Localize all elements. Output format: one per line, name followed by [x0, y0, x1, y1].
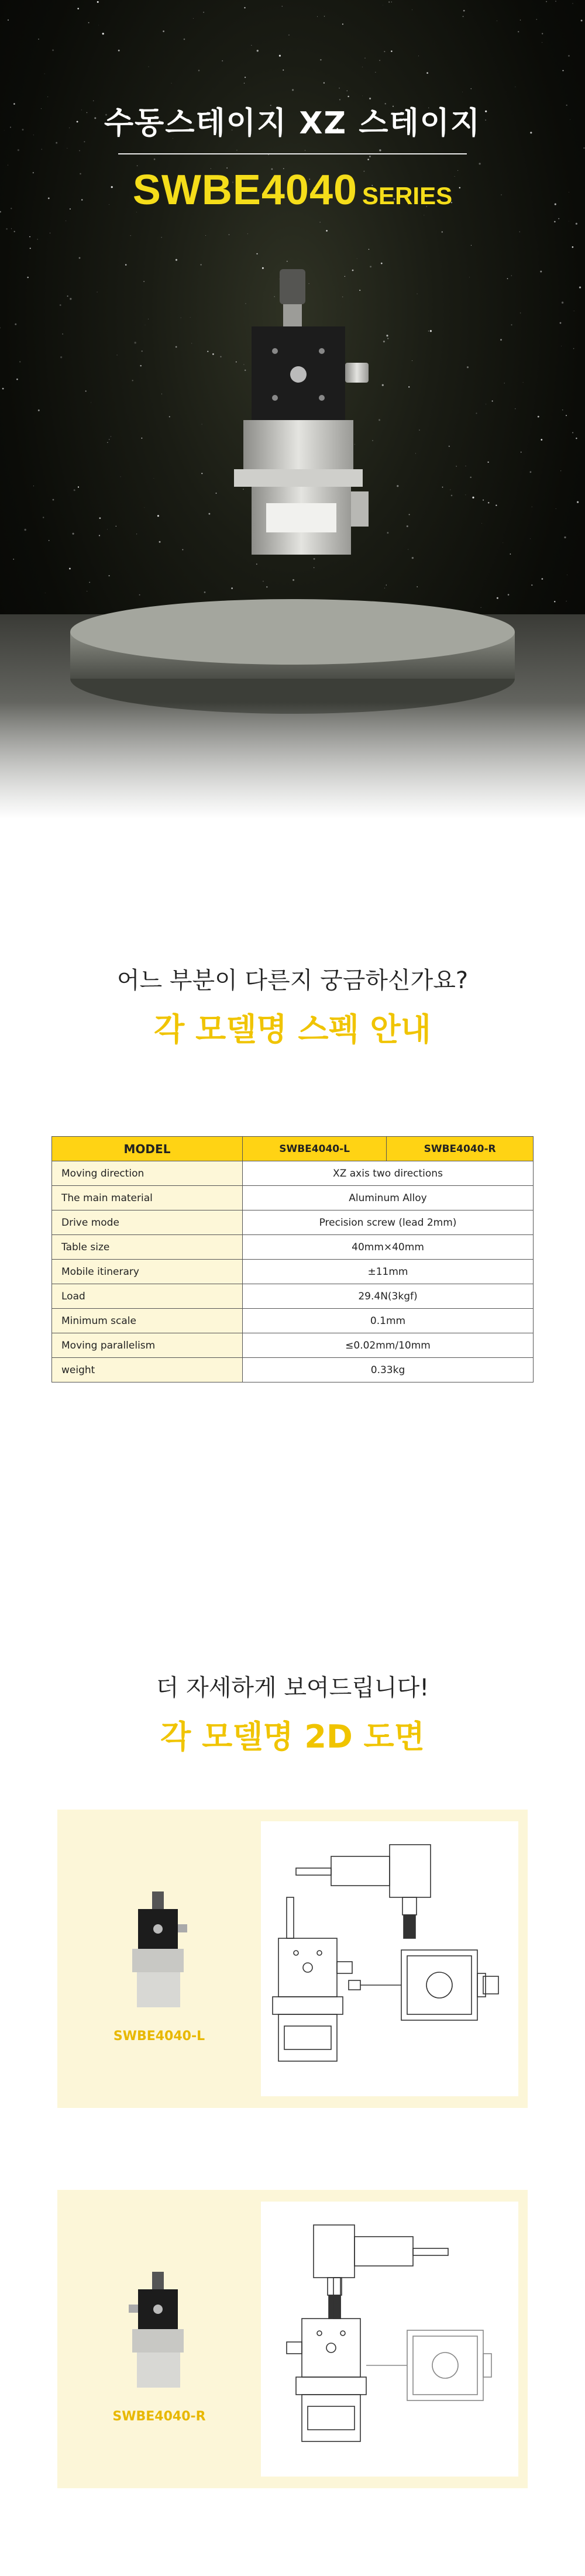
star: [30, 247, 31, 249]
star: [205, 235, 206, 236]
star: [283, 70, 284, 71]
row-value: 0.1mm: [243, 1309, 534, 1333]
star: [518, 31, 519, 32]
star: [245, 77, 246, 78]
spec-section-question: 어느 부분이 다른지 궁금하신가요?: [116, 967, 469, 994]
table-row: [52, 1235, 534, 1260]
star: [229, 234, 230, 235]
drawing-panel-label: SWBE4040-R: [112, 2409, 206, 2424]
star: [292, 89, 294, 91]
table-row: [52, 1284, 534, 1309]
drawing-area-l: [261, 1821, 518, 2096]
star: [29, 236, 30, 238]
star: [198, 70, 200, 71]
star: [379, 149, 381, 151]
star: [251, 45, 252, 46]
spec-header-col2: SWBE4040-R: [387, 1137, 534, 1161]
star: [193, 18, 194, 19]
star: [163, 30, 164, 32]
table-row: [52, 1260, 534, 1284]
table-row: [52, 1210, 534, 1235]
drawing-section-title: 각 모델명 2D 도면: [160, 1718, 425, 1755]
row-value: ≤0.02mm/10mm: [243, 1333, 534, 1358]
star: [44, 73, 45, 74]
star: [317, 16, 318, 17]
spec-section-header: [0, 962, 585, 1050]
star: [97, 1, 99, 3]
star: [572, 246, 574, 248]
row-value: Aluminum Alloy: [243, 1186, 534, 1210]
star: [236, 150, 238, 151]
star: [14, 231, 15, 232]
row-value: Precision screw (lead 2mm): [243, 1210, 534, 1235]
star: [558, 218, 559, 219]
star: [102, 33, 104, 35]
star: [471, 88, 472, 90]
star: [268, 154, 269, 155]
star: [362, 96, 363, 97]
star: [324, 16, 325, 17]
hero-title: 수동스테이지 XZ 스테이지: [104, 106, 481, 141]
star: [8, 19, 9, 20]
star: [56, 142, 57, 144]
row-value: 40mm×40mm: [243, 1235, 534, 1260]
star: [364, 57, 366, 59]
star: [576, 223, 577, 225]
star: [257, 50, 259, 51]
star: [52, 49, 54, 51]
spec-header-model: MODEL: [52, 1137, 243, 1161]
row-label: Table size: [52, 1235, 243, 1260]
star: [324, 82, 325, 84]
star: [161, 237, 162, 238]
row-label: The main material: [52, 1186, 243, 1210]
star: [339, 88, 340, 89]
star: [256, 253, 257, 254]
star: [118, 50, 120, 51]
hero-model-name: SWBE4040: [132, 167, 358, 214]
star: [347, 96, 349, 98]
star: [79, 150, 80, 152]
star: [424, 215, 425, 216]
star: [568, 55, 570, 57]
drawing-panel-l: [57, 1810, 528, 2108]
star: [184, 39, 185, 40]
star: [479, 163, 480, 164]
star: [584, 147, 585, 149]
star: [11, 228, 12, 229]
row-label: weight: [52, 1358, 243, 1382]
hero-bottom-fade: [0, 702, 585, 819]
star: [247, 233, 248, 234]
star: [154, 159, 156, 160]
star: [563, 70, 564, 71]
star: [6, 228, 8, 230]
star: [463, 16, 464, 17]
technical-drawing-r: [261, 2202, 518, 2477]
table-row: [52, 1186, 534, 1210]
star: [279, 55, 281, 57]
star: [442, 231, 443, 232]
star: [244, 7, 245, 8]
row-value: XZ axis two directions: [243, 1161, 534, 1186]
star: [581, 20, 583, 22]
drawing-panel-label: SWBE4040-L: [113, 2029, 205, 2044]
star: [38, 39, 39, 40]
row-label: Minimum scale: [52, 1309, 243, 1333]
star: [463, 10, 465, 12]
star: [384, 51, 385, 52]
star: [367, 159, 369, 160]
star: [320, 59, 321, 60]
drawing-section-question: 더 자세하게 보여드립니다!: [156, 1674, 429, 1701]
product-thumbnail-l: [126, 1891, 191, 2014]
star: [171, 83, 172, 84]
row-label: Mobile itinerary: [52, 1260, 243, 1284]
row-value: 29.4N(3kgf): [243, 1284, 534, 1309]
row-label: Drive mode: [52, 1210, 243, 1235]
star: [88, 22, 90, 23]
row-label: Load: [52, 1284, 243, 1309]
star: [326, 230, 328, 232]
star: [471, 245, 472, 246]
star: [369, 156, 371, 157]
star: [98, 25, 99, 26]
star: [536, 19, 538, 20]
star: [18, 149, 19, 151]
row-value: ±11mm: [243, 1260, 534, 1284]
table-row: [52, 1333, 534, 1358]
drawing-area-r: [261, 2202, 518, 2477]
star: [426, 72, 428, 74]
star: [554, 221, 556, 223]
spec-table-header-row: [52, 1137, 534, 1161]
hero-banner: [0, 0, 585, 819]
hero-divider: [118, 153, 467, 154]
table-row: [52, 1309, 534, 1333]
spec-header-col1: SWBE4040-L: [243, 1137, 387, 1161]
star: [546, 1, 547, 2]
star: [391, 50, 392, 51]
drawing-panel-r: [57, 2190, 528, 2488]
hero-model-heading: [0, 166, 585, 214]
star: [379, 60, 380, 61]
star: [222, 60, 223, 61]
table-row: [52, 1161, 534, 1186]
star: [244, 83, 245, 84]
star: [388, 2, 390, 3]
spec-table: [51, 1136, 534, 1382]
star: [130, 235, 131, 236]
star: [77, 8, 79, 9]
row-label: Moving parallelism: [52, 1333, 243, 1358]
hero-model-series: SERIES: [362, 182, 453, 209]
star: [375, 72, 376, 73]
star: [542, 33, 543, 34]
product-thumbnail-r: [126, 2272, 191, 2395]
row-value: 0.33kg: [243, 1358, 534, 1382]
technical-drawing-l: [261, 1821, 518, 2096]
table-row: [52, 1358, 534, 1382]
spec-section-title: 각 모델명 스펙 안내: [154, 1011, 431, 1048]
row-label: Moving direction: [52, 1161, 243, 1186]
star: [342, 23, 343, 25]
drawing-section-header: [0, 1669, 585, 1757]
